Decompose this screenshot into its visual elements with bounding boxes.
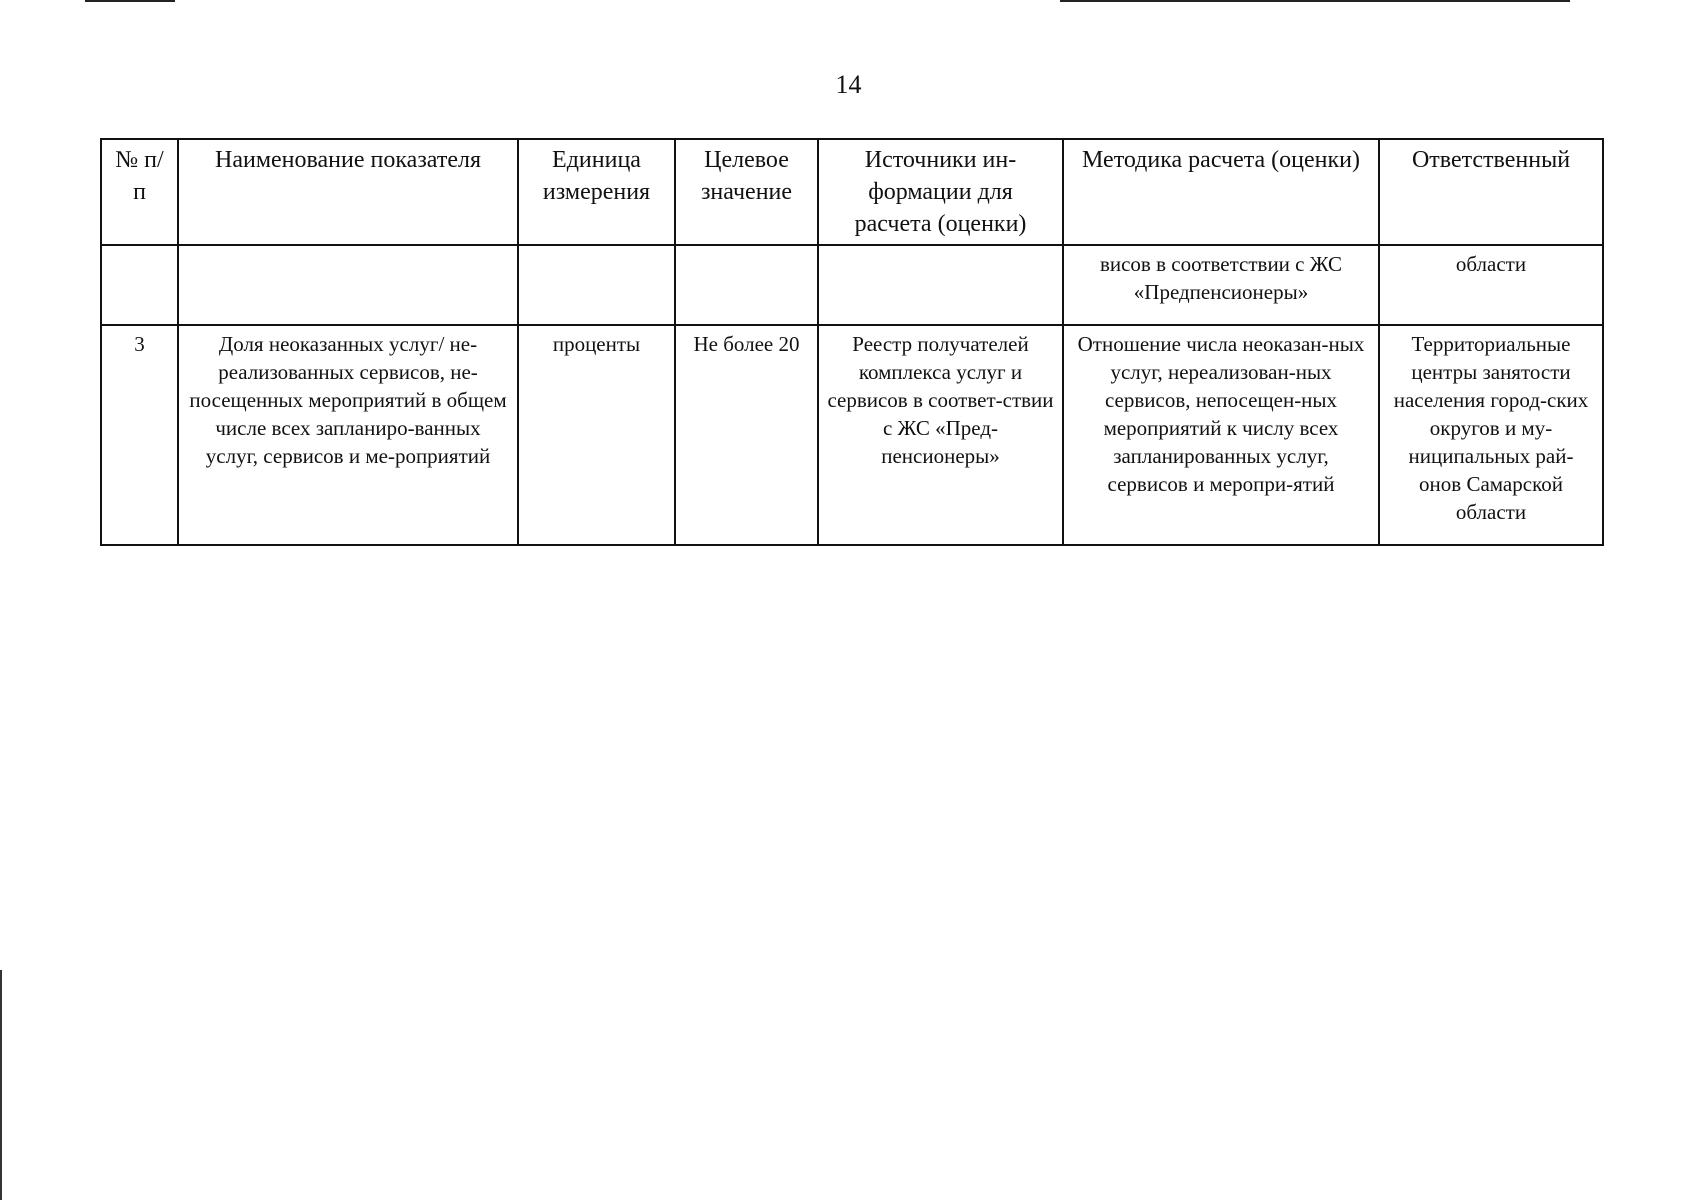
- cont-unit: [518, 245, 675, 325]
- cont-sources: [818, 245, 1063, 325]
- top-left-rule: [85, 0, 175, 2]
- header-num: № п/п: [101, 139, 178, 245]
- row-unit: проценты: [518, 325, 675, 545]
- page-number: 14: [835, 70, 862, 99]
- header-method: Методика расчета (оценки): [1063, 139, 1379, 245]
- row-target: Не более 20: [675, 325, 818, 545]
- header-target: Целевое значение: [675, 139, 818, 245]
- header-responsible: Ответственный: [1379, 139, 1603, 245]
- row-responsible: Территориальные центры занятости населения город-ских округов и му-ниципальных рай-онов Самарской области: [1379, 325, 1603, 545]
- row-name: Доля неоказанных услуг/ не-реализованных сервисов, не-посещенных мероприятий в общем числе всех запланиро-ванных услуг, сервисов и ме-роприятий: [178, 325, 518, 545]
- cont-num: [101, 245, 178, 325]
- cont-target: [675, 245, 818, 325]
- header-sources: Источники ин-формации для расчета (оценки): [818, 139, 1063, 245]
- header-row: [101, 139, 1603, 245]
- continuation-row: [101, 245, 1603, 325]
- indicators-table: [100, 138, 1604, 546]
- header-unit: Единица измерения: [518, 139, 675, 245]
- left-edge-rule: [0, 970, 2, 1200]
- header-name: Наименование показателя: [178, 139, 518, 245]
- row-method: Отношение числа неоказан-ных услуг, нереализован-ных сервисов, непосещен-ных мероприятий к числу всех запланированных услуг, сервисов и меропри-ятий: [1063, 325, 1379, 545]
- top-right-rule: [1060, 0, 1570, 2]
- cont-method: висов в соответствии с ЖС «Предпенсионеры»: [1063, 245, 1379, 325]
- cont-name: [178, 245, 518, 325]
- cont-responsible: области: [1379, 245, 1603, 325]
- row-num: 3: [101, 325, 178, 545]
- table-row: [101, 325, 1603, 545]
- row-sources: Реестр получателей комплекса услуг и сервисов в соответ-ствии с ЖС «Пред-пенсионеры»: [818, 325, 1063, 545]
